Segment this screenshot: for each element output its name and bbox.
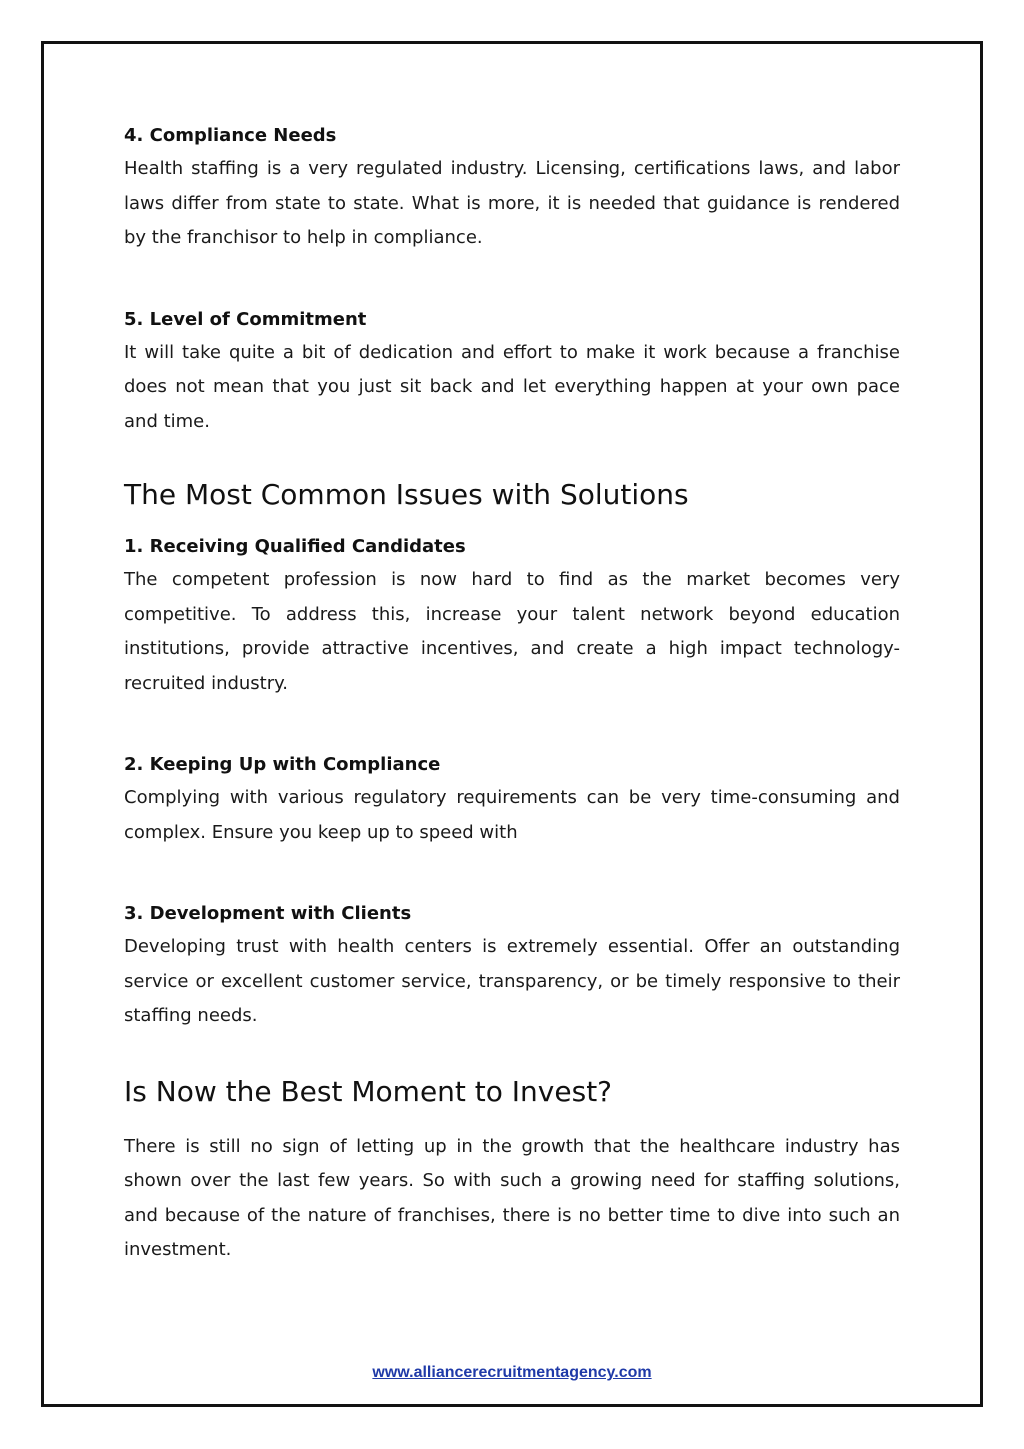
issue-2-heading: 2. Keeping Up with Compliance [124, 754, 441, 775]
compliance-needs-paragraph: Health staffing is a very regulated industry. Licensing, certifications laws, and labor laws differ from state to state. What is more, it is needed that guidance is rendered by the franchisor to help in compliance. [124, 158, 900, 248]
compliance-needs-heading: 4. Compliance Needs [124, 125, 337, 146]
common-issues-title: The Most Common Issues with Solutions [124, 478, 689, 511]
issue-1-paragraph: The competent profession is now hard to find as the market becomes very competitive. To address this, increase your talent network beyond education institutions, provide attractive incentives, and create a high impact technology-recruited industry. [124, 569, 900, 694]
document-body [124, 120, 900, 1268]
website-link[interactable]: www.alliancerecruitmentagency.com [372, 1364, 652, 1381]
issue-3-paragraph: Developing trust with health centers is extremely essential. Offer an outstanding service or excellent customer service, transparency, or be timely responsive to their staffing needs. [124, 936, 900, 1026]
level-of-commitment-paragraph: It will take quite a bit of dedication and effort to make it work because a franchise does not mean that you just sit back and let everything happen at your own pace and time. [124, 341, 900, 432]
invest-paragraph: There is still no sign of letting up in the growth that the healthcare industry has shown over the last few years. So with such a growing need for staffing solutions, and because of the nature of franchises, there is no better time to dive into such an investment. [124, 1135, 900, 1260]
issue-1-heading: 1. Receiving Qualified Candidates [124, 536, 466, 557]
invest-title: Is Now the Best Moment to Invest? [124, 1074, 613, 1108]
level-of-commitment-heading: 5. Level of Commitment [124, 308, 367, 330]
issue-3-heading: 3. Development with Clients [124, 903, 412, 924]
issue-2-paragraph: Complying with various regulatory requirements can be very time-consuming and complex. Ensure you keep up to speed with [124, 787, 900, 843]
